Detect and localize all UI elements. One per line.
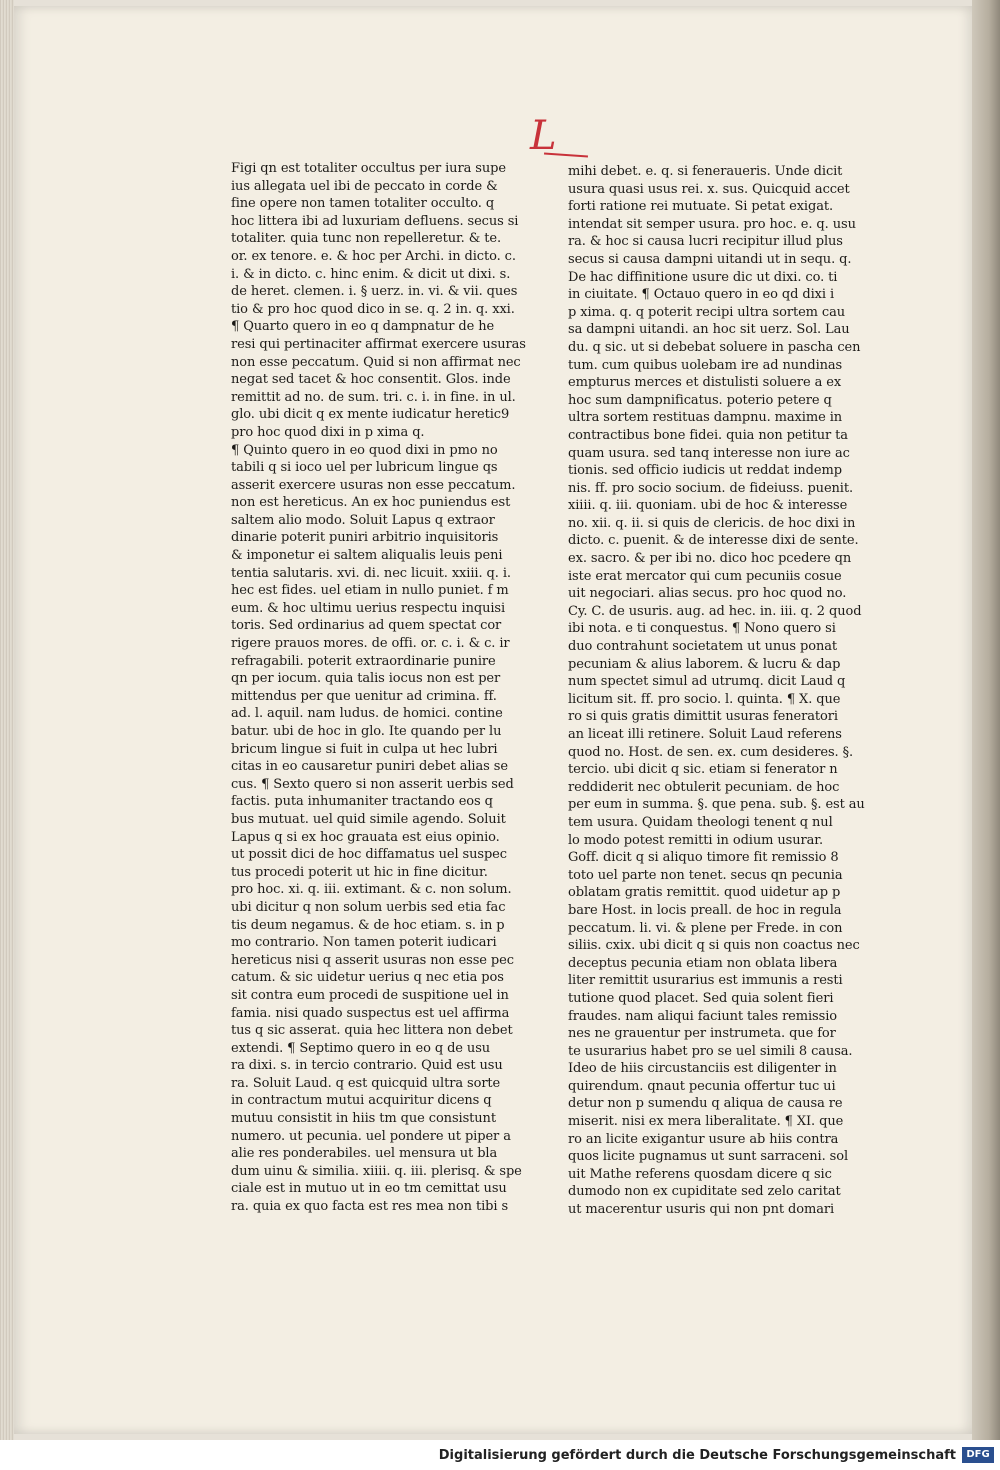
text-line: oblatam gratis remittit. quod uidetur ap p [568, 885, 841, 901]
text-line: fraudes. nam aliqui faciunt tales remissio [568, 1008, 837, 1024]
text-line: miserit. nisi ex mera liberalitate. ¶ XI. que [568, 1114, 844, 1130]
text-line: uit negociari. alias secus. pro hoc quod no. [568, 586, 847, 602]
text-line: cus. ¶ Sexto quero si non asserit uerbis sed [231, 776, 514, 792]
text-line: licitum sit. ff. pro socio. l. quinta. ¶ X. que [568, 691, 841, 707]
page-stack-edge [0, 0, 14, 1440]
text-line: quod no. Host. de sen. ex. cum desideres. §. [568, 744, 854, 760]
text-line: Cy. C. de usuris. aug. ad hec. in. iii. q. 2 quod [568, 603, 862, 619]
funding-credit: Digitalisierung gefördert durch die Deutsche Forschungsgemeinschaft [438, 1448, 956, 1463]
text-line: liter remittit usurarius est immunis a resti [568, 973, 843, 989]
dfg-logo-icon: DFG [962, 1447, 994, 1463]
text-line: xiiii. q. iii. quoniam. ubi de hoc & interesse [568, 498, 848, 514]
right-text-column [568, 163, 873, 1219]
text-line: tum. cum quibus uolebam ire ad nundinas [568, 357, 843, 373]
text-line: iste erat mercator qui cum pecuniis cosue [568, 568, 842, 584]
text-line: tus q sic asserat. quia hec littera non debet [231, 1023, 513, 1039]
text-line: toto uel parte non tenet. secus qn pecunia [568, 867, 843, 883]
text-line: forti ratione rei mutuate. Si petat exigat. [568, 199, 834, 215]
text-line: ut macerentur usuris qui non pnt domari [568, 1202, 835, 1218]
text-line: ius allegata uel ibi de peccato in corde & [231, 178, 498, 194]
text-line: catum. & sic uidetur uerius q nec etia pos [231, 970, 504, 986]
text-line: Lapus q si ex hoc grauata est eius opinio. [231, 829, 500, 845]
text-line: totaliter. quia tunc non repelleretur. & te. [231, 231, 501, 247]
text-line: ad. l. aquil. nam ludus. de homici. contine [231, 706, 503, 722]
text-line: remittit ad no. de sum. tri. c. i. in fine. in ul. [231, 389, 516, 405]
text-line: intendat sit semper usura. pro hoc. e. q. usu [568, 216, 856, 232]
text-line: famia. nisi quado suspectus est uel affirma [231, 1005, 510, 1021]
text-line: hec est fides. uel etiam in nullo puniet. f m [231, 583, 509, 599]
text-line: ultra sortem restituas dampnu. maxime in [568, 410, 843, 426]
text-line: per eum in summa. §. que pena. sub. §. est au [568, 797, 865, 813]
text-line: bus mutuat. uel quid simile agendo. Soluit [231, 811, 506, 827]
text-line: tentia salutaris. xvi. di. nec licuit. xxiii. q. i. [231, 565, 511, 581]
text-line: uit Mathe referens quosdam dicere q sic [568, 1166, 832, 1182]
text-line: dicto. c. puenit. & de interesse dixi de sente. [568, 533, 859, 549]
text-line: ra. Soluit Laud. q est quicquid ultra sorte [231, 1075, 501, 1091]
text-line: ro si quis gratis dimittit usuras feneratori [568, 709, 838, 725]
text-line: ubi dicitur q non solum uerbis sed etia fac [231, 899, 506, 915]
text-line: nis. ff. pro socio socium. de fideiuss. puenit. [568, 480, 854, 496]
text-line: rigere prauos mores. de offi. or. c. i. & c. ir [231, 636, 510, 652]
text-line: Ideo de hiis circustanciis est diligenter in [568, 1061, 837, 1077]
left-text-column [231, 160, 536, 1216]
text-line: p xima. q. q poterit recipi ultra sortem cau [568, 304, 846, 320]
text-line: hoc sum dampnificatus. poterio petere q [568, 392, 832, 408]
text-line: tus procedi poterit ut hic in fine dicitur. [231, 864, 488, 880]
text-line: dumodo non ex cupiditate sed zelo caritat [568, 1184, 841, 1200]
text-line: lo modo potest remitti in odium usurar. [568, 832, 823, 848]
text-line: in contractum mutui acquiritur dicens q [231, 1093, 492, 1109]
text-line: nes ne grauentur per instrumeta. que for [568, 1026, 836, 1042]
text-line: mittendus per que uenitur ad crimina. ff. [231, 688, 497, 704]
text-line: tionis. sed officio iudicis ut reddat indemp [568, 463, 842, 479]
text-line: tabili q si ioco uel per lubricum lingue qs [231, 460, 498, 476]
text-line: ra dixi. s. in tercio contrario. Quid est usu [231, 1058, 503, 1074]
text-line: peccatum. li. vi. & plene per Frede. in con [568, 920, 843, 936]
text-line: ¶ Quarto quero in eo q dampnatur de he [231, 319, 495, 335]
text-line: mutuu consistit in hiis tm que consistunt [231, 1111, 496, 1127]
text-line: tis deum negamus. & de hoc etiam. s. in p [231, 917, 505, 933]
text-line: tio & pro hoc quod dico in se. q. 2 in. q. xxi. [231, 301, 515, 317]
text-line: Figi qn est totaliter occultus per iura supe [231, 161, 506, 176]
text-line: mo contrario. Non tamen poterit iudicari [231, 935, 497, 951]
text-line: ciale est in mutuo ut in eo tm cemittat usu [231, 1181, 507, 1197]
text-line: mihi debet. e. q. si feneraueris. Unde dicit [568, 164, 843, 179]
text-line: ro an licite exigantur usure ab hiis contra [568, 1131, 839, 1147]
text-line: tutione quod placet. Sed quia solent fieri [568, 990, 834, 1006]
text-line: De hac diffinitione usure dic ut dixi. co. ti [568, 269, 838, 285]
text-line: ut possit dici de hoc diffamatus uel suspec [231, 847, 507, 863]
text-line: numero. ut pecunia. uel pondere ut piper a [231, 1128, 511, 1144]
text-line: empturus merces et distulisti soluere a ex [568, 375, 842, 391]
text-line: factis. puta inhumaniter tractando eos q [231, 794, 493, 810]
text-line: dum uinu & similia. xiiii. q. iii. plerisq. & spe [231, 1163, 522, 1179]
text-line: non esse peccatum. Quid si non affirmat nec [231, 354, 521, 370]
text-line: secus si causa dampni uitandi ut in sequ. q. [568, 251, 852, 267]
text-line: ibi nota. e ti conquestus. ¶ Nono quero si [568, 621, 836, 637]
text-line: refragabili. poterit extraordinarie punire [231, 653, 496, 669]
text-line: no. xii. q. ii. si quis de clericis. de hoc dixi in [568, 515, 856, 531]
text-line: quos licite pugnamus ut sunt sarraceni. sol [568, 1149, 848, 1165]
book-binding-edge [972, 0, 1000, 1440]
red-folio-mark: L [530, 113, 557, 159]
text-line: asserit exercere usuras non esse peccatum. [231, 477, 516, 493]
text-line: fine opere non tamen totaliter occulto. q [231, 196, 495, 212]
text-line: te usurarius habet pro se uel simili 8 causa. [568, 1043, 853, 1059]
text-line: detur non p sumendu q aliqua de causa re [568, 1096, 843, 1112]
text-line: siliis. cxix. ubi dicit q si quis non coactus nec [568, 938, 860, 954]
text-line: de heret. clemen. i. § uerz. in. vi. & vii. ques [231, 284, 518, 300]
text-line: sa dampni uitandi. an hoc sit uerz. Sol. Lau [568, 322, 850, 338]
text-line: pro hoc. xi. q. iii. extimant. & c. non solum. [231, 882, 512, 898]
text-line: num spectet simul ad utrumq. dicit Laud q [568, 674, 846, 690]
text-line: eum. & hoc ultimu uerius respectu inquisi [231, 600, 506, 616]
text-line: negat sed tacet & hoc consentit. Glos. inde [231, 372, 511, 388]
text-line: reddiderit nec obtulerit pecuniam. de hoc [568, 779, 840, 795]
text-line: toris. Sed ordinarius ad quem spectat cor [231, 618, 502, 634]
text-line: qn per iocum. quia talis iocus non est per [231, 671, 501, 687]
text-line: resi qui pertinaciter affirmat exercere usuras [231, 336, 526, 352]
text-line: pro hoc quod dixi in p xima q. [231, 424, 425, 440]
text-line: quirendum. qnaut pecunia offertur tuc ui [568, 1078, 836, 1094]
footer-bar [0, 1440, 1000, 1470]
text-line: saltem alio modo. Soluit Lapus q extraor [231, 512, 495, 528]
text-line: tercio. ubi dicit q sic. etiam si fenerator n [568, 762, 838, 778]
text-line: bare Host. in locis preall. de hoc in regula [568, 902, 842, 918]
text-line: contractibus bone fidei. quia non petitur ta [568, 427, 848, 443]
text-line: an liceat illi retinere. Soluit Laud referens [568, 727, 842, 742]
text-line: non est hereticus. An ex hoc puniendus est [231, 495, 511, 511]
text-line: in ciuitate. ¶ Octauo quero in eo qd dixi i [568, 287, 835, 303]
text-line: duo contrahunt societatem ut unus ponat [568, 639, 838, 655]
text-line: bricum lingue si fuit in culpa ut hec lubri [231, 741, 498, 757]
text-line: usura quasi usus rei. x. sus. Quicquid accet [568, 181, 850, 197]
text-line: deceptus pecunia etiam non oblata libera [568, 955, 838, 971]
text-line: du. q sic. ut si debebat soluere in pascha cen [568, 339, 861, 355]
text-line: ex. sacro. & per ibi no. dico hoc pcedere qn [568, 551, 852, 567]
text-line: ¶ Quinto quero in eo quod dixi in pmo no [231, 442, 498, 458]
text-line: i. & in dicto. c. hinc enim. & dicit ut dixi. s. [231, 266, 511, 282]
text-line: hereticus nisi q asserit usuras non esse pec [231, 952, 514, 968]
text-line: batur. ubi de hoc in glo. Ite quando per lu [231, 724, 502, 739]
text-line: extendi. ¶ Septimo quero in eo q de usu [231, 1040, 491, 1056]
text-line: glo. ubi dicit q ex mente iudicatur heretic9 [231, 407, 510, 423]
text-line: citas in eo causaretur puniri debet alias se [231, 759, 508, 775]
text-line: or. ex tenore. e. & hoc per Archi. in dicto. c. [231, 248, 516, 264]
text-line: dinarie poterit puniri arbitrio inquisitoris [231, 530, 499, 546]
text-line: & imponetur ei saltem aliqualis leuis peni [231, 548, 503, 564]
text-line: quam usura. sed tanq interesse non iure ac [568, 445, 850, 461]
text-line: alie res ponderabiles. uel mensura ut bla [231, 1146, 498, 1162]
text-line: sit contra eum procedi de suspitione uel in [231, 987, 509, 1003]
text-line: ra. & hoc si causa lucri recipitur illud plus [568, 234, 843, 250]
text-line: Goff. dicit q si aliquo timore fit remissio 8 [568, 850, 839, 866]
text-line: ra. quia ex quo facta est res mea non tibi s [231, 1199, 509, 1215]
text-line: hoc littera ibi ad luxuriam defluens. secus si [231, 213, 519, 229]
text-line: tem usura. Quidam theologi tenent q nul [568, 814, 833, 830]
text-line: pecuniam & alius laborem. & lucru & dap [568, 656, 841, 672]
